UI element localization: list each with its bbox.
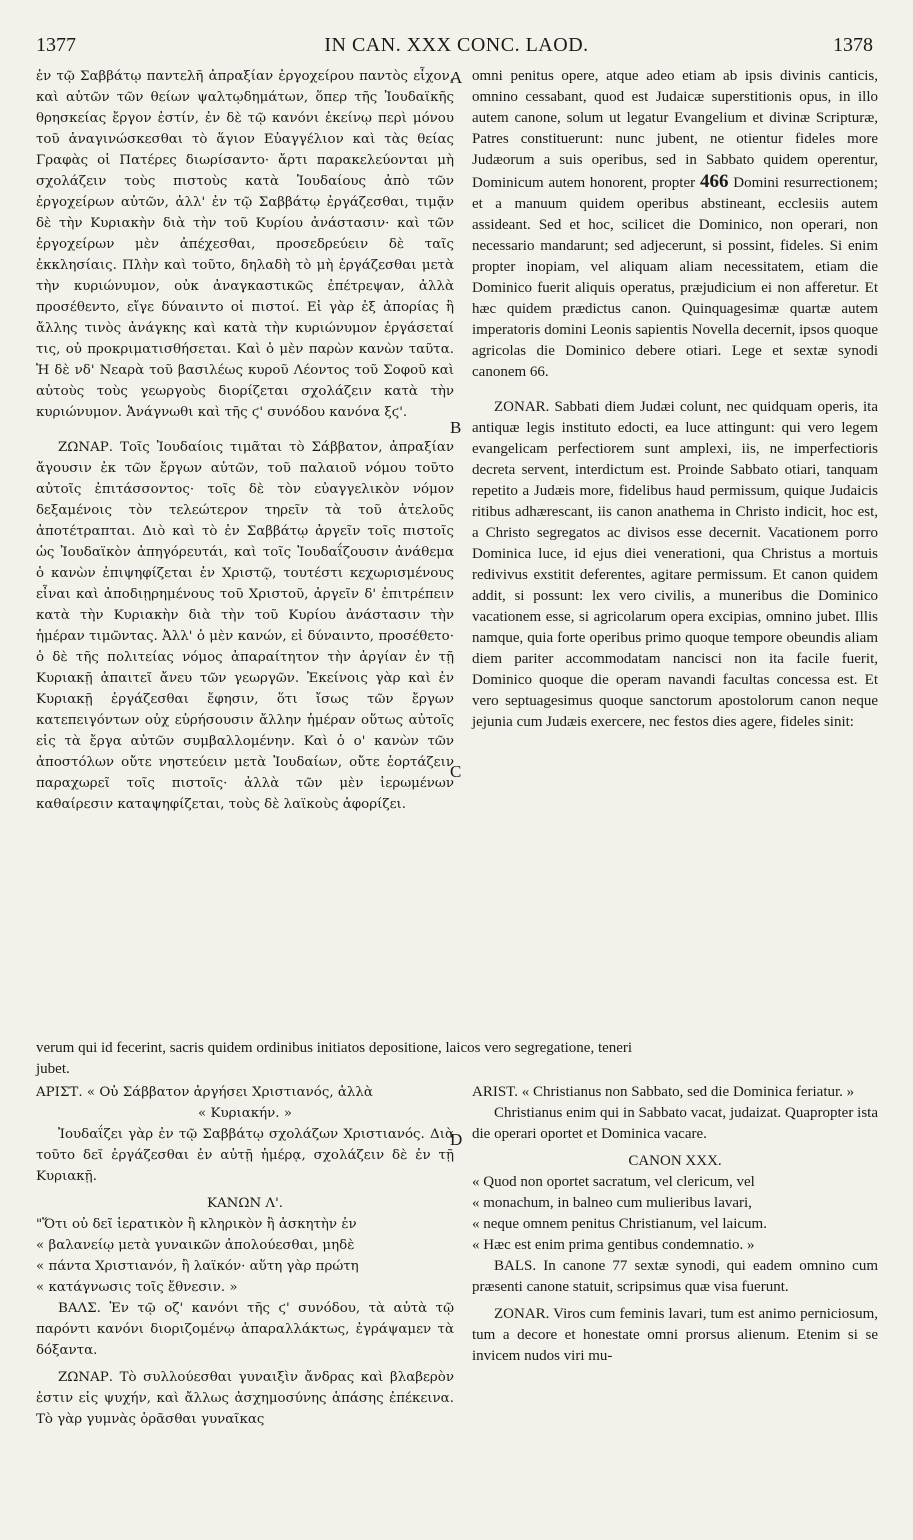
latin-canon-line-2: « monachum, in balneo cum mulieribus lavari, bbox=[472, 1195, 752, 1211]
latin-column-lower bbox=[472, 1082, 878, 1367]
greek-column-lower bbox=[36, 1082, 454, 1430]
greek-aristenus-line-1: ΑΡΙΣΤ. « Οὐ Σάββατον ἀργήσει Χριστιανός, ἀλλὰ bbox=[36, 1085, 373, 1100]
latin-aristenus-text: Christianus enim qui in Sabbato vacat, judaizat. Quapropter ista die operari oportet et Dominica vacare. bbox=[472, 1105, 878, 1142]
page-number-left: 1377 bbox=[36, 34, 76, 56]
running-title: IN CAN. XXX CONC. LAOD. bbox=[324, 34, 589, 56]
margin-letter-d: D bbox=[450, 1130, 463, 1149]
greek-canon-line-1: "Ὅτι οὐ δεῖ ἱερατικὸν ἢ κληρικὸν ἢ ἀσκητὴν ἐν bbox=[36, 1217, 357, 1232]
greek-balsamon-text: ΒΑΛΣ. Ἐν τῷ οζ' κανόνι τῆς ϛ' συνόδου, τὰ αὐτὰ τῷ παρόντι κανόνι διοριζομένῳ ἀπαραλλάκτως, ἐγράψαμεν τὰ δόξαντα. bbox=[36, 1301, 454, 1358]
latin-paragraph-1 bbox=[472, 66, 878, 383]
edition-page-number: 466 bbox=[699, 171, 729, 192]
greek-canon-title: ΚΑΝΩΝ Λ'. bbox=[206, 1196, 284, 1211]
latin-paragraph-1a: omni penitus opere, atque adeo etiam ab ipsis divinis canticis, omnino cessabant, quod est Judaicæ superstitionis opus, in illo autem canone, solum ut legatur Evangelium et divinæ Scripturæ, Patres constituerunt: nunc jubent, ne otientur fideles more Judæorum a suis operibus, sed in Sabbato quidem operentur, Dominicum autem honorent, propter bbox=[472, 68, 878, 191]
greek-zonaras-commentary: ΖΩΝΑΡ. Τοῖς Ἰουδαίοις τιμᾶται τὸ Σάββατον, ἀπραξίαν ἄγουσιν ἐκ τῶν ἔργων αὐτῶν, τοῦ παλαιοῦ νόμου τοῦτο αὐτοῖς ἐπιτάσσοντος· τοῖς δὲ τὸν εὐαγγελικὸν νόμον δεξαμένοις τὸν τελεώτερον τηρεῖν τὰ τοῦ ἀτελοῦς ἀποτέτραπται. Διὸ καὶ τὸ ἐν Σαββάτῳ ἀργεῖν τοῖς πιστοῖς ὡς Ἰουδαϊκὸν ἀπηγόρευτάι, καὶ τοῖς Ἰουδαΐζουσιν ἀνάθεμα ὁ κανὼν ἐπιψηφίζεται ἐν Χριστῷ, τουτέστι κεχωρισμένους εἶναι καὶ ἀποδιῃρημένους τοῦ Χριστοῦ, ἀργεῖν δ' ἐπιτρέπειν κατὰ τὴν Κυριακὴν διὰ τὴν τοῦ Κυρίου ἀνάστασιν τὴν ἡμέραν τιμῶντας. Ἀλλ' ὁ μὲν κανών, εἰ δύναιντο, προσέθετο· ὁ δὲ τῆς πολιτείας νόμος ἀπαραίτητον τὴν ἀργίαν ἐν τῇ Κυριακῇ ἀπαιτεῖ ἄνευ τῶν γεωργῶν. Ἐκείνοις γὰρ καὶ ἐν Κυριακῇ ἐργάζεσθαι ἔφησιν, ὅτι ἴσως τῶν ἔργων κατεπειγόντων οὐχ εὑρήσουσιν ἄλλην ἡμέραν οὕτως αὐτοῖς εἰς τὰ ἔργα αὐτῶν συμβαλλομένην. Καὶ ὁ ο' κανὼν τῶν ἀποστόλων οὔτε νηστεύειν μετὰ Ἰουδαίων, οὔτε ἑορτάζειν παραχωρεῖ τοῖς πιστοῖς· ἀλλὰ τῶν μὲν ἱερωμένων καθαίρεσιν καταψηφίζεται, τοὺς δὲ λαϊκοὺς ἀφορίζει. bbox=[36, 440, 454, 812]
greek-canon-line-4: « κατάγνωσις τοῖς ἔθνεσιν. » bbox=[36, 1280, 238, 1295]
page-number-right: 1378 bbox=[833, 34, 873, 56]
margin-letter-a: A bbox=[450, 68, 463, 87]
greek-aristenus-text: Ἰουδαΐζει γὰρ ἐν τῷ Σαββάτῳ σχολάζων Χριστιανός. Διὰ τοῦτο δεῖ ἐργάζεσθαι ἐν αὐτῇ ἡμέρᾳ, σχολάζειν δὲ ἐν τῇ Κυριακῇ. bbox=[36, 1127, 454, 1184]
greek-aristenus-line-2: « Κυριακήν. » bbox=[198, 1106, 292, 1121]
latin-canon-title: CANON XXX. bbox=[628, 1153, 722, 1169]
latin-balsamon-text: BALS. In canone 77 sextæ synodi, qui eadem omnino cum præsenti canone statuit, scripsimus quæ visa fuerunt. bbox=[472, 1258, 878, 1295]
latin-canon-line-3: « neque omnem penitus Christianum, vel laicum. bbox=[472, 1216, 767, 1232]
latin-canon-line-1: « Quod non oportet sacratum, vel clericum, vel bbox=[472, 1174, 755, 1190]
running-header bbox=[0, 34, 913, 64]
latin-aristenus-line: ARIST. « Christianus non Sabbato, sed die Dominica feriatur. » bbox=[472, 1084, 855, 1100]
greek-zonaras-text-2: ΖΩΝΑΡ. Τὸ συλλούεσθαι γυναιξὶν ἄνδρας καὶ βλαβερὸν ἐστιν εἰς ψυχήν, καὶ ἄλλως ἀσχημοσύνης ἁπάσης ἐπέκεινα. Τὸ γὰρ γυμνὰς ὁρᾶσθαι γυναῖκας bbox=[36, 1370, 454, 1427]
margin-letter-c: C bbox=[450, 762, 462, 781]
latin-column-upper bbox=[472, 66, 878, 733]
greek-canon-line-3: « πάντα Χριστιανόν, ἢ λαϊκόν· αὕτη γὰρ πρώτη bbox=[36, 1259, 359, 1274]
margin-letter-b: B bbox=[450, 418, 462, 437]
greek-paragraph-1: ἐν τῷ Σαββάτῳ παντελῆ ἀπραξίαν ἐργοχείρου παντὸς εἶχον, καὶ αὐτῶν τῶν θείων ψαλτῳδημάτων, ὅπερ τῆς Ἰουδαϊκῆς θρησκείας ἔργον ἐστίν, ἐν δὲ τῷ κανόνι ἐκείνῳ περὶ μόνου τοῦ ἀναγινώσκεσθαι τὸ ἅγιον Εὐαγγέλιον καὶ τὰς θείας Γραφὰς οἱ Πατέρες διωρίσαντο· ἄρτι παρακελεύονται μὴ σχολάζειν τοὺς πιστοὺς κατὰ Ἰουδαίους ἀπὸ τῶν ἐργοχείρων αὐτῶν, ἀλλ' ἐν τῷ Σαββάτῳ ἐργάζεσθαι, τιμᾷν δὲ τὴν Κυριακὴν διὰ τὴν τοῦ Κυρίου ἀνάστασιν· καὶ τῶν ἐργοχείρων μὲν ἀπέχεσθαι, προσεδρεύειν δὲ ταῖς ἐκκλησίαις. Πλὴν καὶ τοῦτο, δηλαδὴ τὸ μὴ ἐργάζεσθαι μετὰ τὴν κυριώνυμον, οὐκ ἀναγκαστικῶς ἐπέτρεψαν, ἀλλὰ προσέθεντο, εἴγε δύναιντο οἱ πιστοί. Εἰ γὰρ ἐξ ἀπορίας ἢ ἄλλης τινὸς ἀνάγκης καὶ κατὰ τὴν κυριώνυμον ἐργάσεταί τις, οὐ προκριματισθήσεται. Καὶ ὁ μὲν παρὼν κανὼν ταῦτα. Ἡ δὲ νδ' Νεαρὰ τοῦ βασιλέως κυροῦ Λέοντος τοῦ Σοφοῦ καὶ αὐτοὺς τοὺς γεωργοὺς διορίζεται σχολάζειν κατὰ τὴν κυριώνυμον. Ἀνάγνωθι καὶ τῆς ϛ' συνόδου κανόνα ξϛ'. bbox=[36, 69, 454, 420]
full-width-line-1: verum qui id fecerint, sacris quidem ordinibus initiatos depositione, laicos vero segregatione, teneri bbox=[36, 1040, 633, 1056]
greek-column-upper bbox=[36, 66, 454, 815]
latin-paragraph-1b: Domini resurrectionem; et a manuum quidem operibus abstineant, ecclesiis autem assideant. Sed et hoc, scilicet die Dominico, non operari, non necessario mandarunt; sed adjecerunt, si possint, fideles. Si enim propter inopiam, vel aliquam aliam necessitatem, etiam die Dominico fuerit aliquis operatus, præjudicium ei non afferetur. Et hæc quidem prædictus canon. Quinquagesimæ quartæ autem imperatoris domini Leonis sapientis Novella decernit, ipsos quoque agricolas die Dominico debere otiari. Lege et sextæ synodi canonem 66. bbox=[472, 175, 879, 380]
greek-canon-line-2: « βαλανείῳ μετὰ γυναικῶν ἀπολούεσθαι, μηδὲ bbox=[36, 1238, 355, 1253]
latin-zonaras-commentary: ZONAR. Sabbati diem Judæi colunt, nec quidquam operis, ita antiquæ legis instituto edocti, ea luce attingunt: qui vero legem evangelicam perfectiorem sunt amplexi, iis, ne imperfectioris decreta servent, interdictum est. Proinde Sabbato otiari, tanquam repetito a Judæis more, fidelibus haud permissum, quique Judaicis ritibus adhærescant, iis canon anathema in Christo indicit, hoc est, a Christo segregatos ac divisos esse decernit. Vacationem porro Dominica luce, id ejus diei venerationi, qua Christus a mortuis redivivus exstitit deferentes, agitare permissum. Et canon quidem addit, si possunt: lex vero civilis, a muneribus die Dominico vacationem esse, si agricolarum opera excipias, omnino jubet. Illis namque, quia forte operibus primo quoque tempore obeundis aliam diem pariter accommodatam nancisci non ita facile fuerit, Dominico quoque die operam navandi facultas concessa est. Et vero septuagesimus quoque sanctorum apostolorum canon neque jejunia cum Judæis exercere, nec festos dies agere, fideles sinit: bbox=[472, 399, 878, 730]
full-width-line-2: jubet. bbox=[36, 1061, 70, 1077]
full-width-continuation bbox=[36, 1038, 878, 1080]
latin-zonaras-text-2: ZONAR. Viros cum feminis lavari, tum est animo perniciosum, tum a decore et honestate omni prorsus alienum. Etenim si se invicem nudos viri mu- bbox=[472, 1306, 878, 1364]
latin-canon-line-4: « Hæc est enim prima gentibus condemnatio. » bbox=[472, 1237, 755, 1253]
